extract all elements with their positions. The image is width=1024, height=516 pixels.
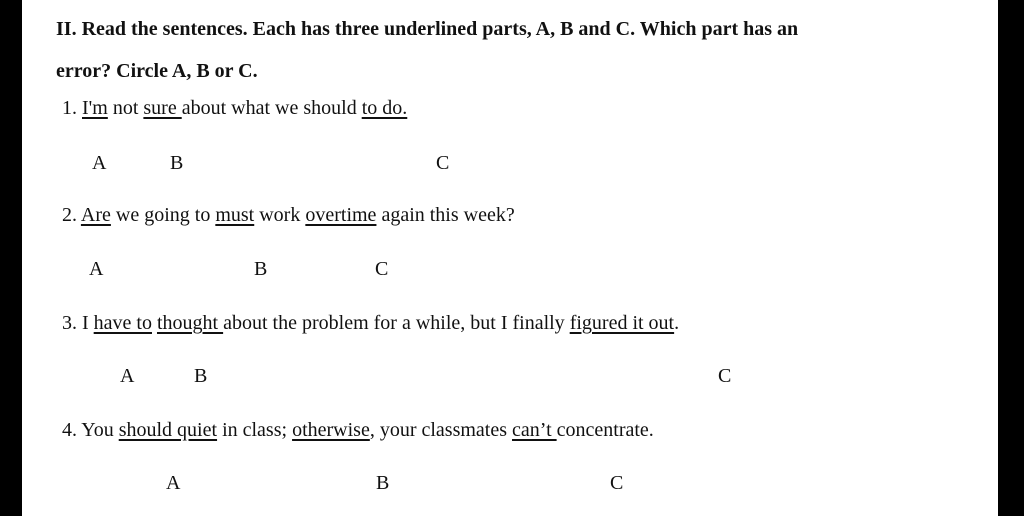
question-1-text: about what we should bbox=[181, 97, 362, 119]
question-3-part-b[interactable]: thought bbox=[156, 312, 224, 334]
question-4-sentence bbox=[62, 418, 654, 442]
question-1-option-a[interactable]: A bbox=[92, 152, 107, 174]
question-4-part-a[interactable]: should quiet bbox=[118, 419, 218, 441]
question-1-part-c[interactable]: to do. bbox=[361, 97, 408, 119]
question-1-part-a[interactable]: I'm bbox=[82, 97, 108, 119]
question-2-option-b[interactable]: B bbox=[254, 258, 268, 280]
question-4-text: concentrate. bbox=[556, 419, 654, 441]
question-4-option-a[interactable]: A bbox=[166, 472, 181, 494]
question-1-number: 1. bbox=[62, 97, 77, 119]
question-3-text: . bbox=[674, 312, 680, 334]
question-4-number: 4. bbox=[62, 419, 77, 441]
question-2-text: work bbox=[254, 204, 306, 226]
question-3-part-a[interactable]: have to bbox=[93, 312, 152, 334]
question-2-part-a[interactable]: Are bbox=[80, 204, 111, 226]
instructions-line-2: error? Circle A, B or C. bbox=[56, 60, 258, 82]
question-3-number: 3. bbox=[62, 312, 77, 334]
question-2-text: we going to bbox=[110, 204, 216, 226]
question-4-part-b[interactable]: otherwise bbox=[292, 419, 370, 441]
question-4-text: in class; bbox=[217, 419, 293, 441]
question-1-option-b[interactable]: B bbox=[170, 152, 184, 174]
question-4-text: , your classmates bbox=[369, 419, 513, 441]
question-3-option-c[interactable]: C bbox=[718, 365, 732, 387]
question-2-part-b[interactable]: must bbox=[215, 204, 255, 226]
question-1-text: not bbox=[107, 97, 144, 119]
question-4-text: You bbox=[81, 419, 119, 441]
question-3-text: about the problem for a while, but I finally bbox=[223, 312, 570, 334]
question-2-option-c[interactable]: C bbox=[375, 258, 389, 280]
instructions bbox=[56, 8, 986, 92]
worksheet-page bbox=[22, 0, 998, 516]
question-4-part-c[interactable]: can’t bbox=[512, 419, 557, 441]
instructions-line-1: II. Read the sentences. Each has three underlined parts, A, B and C. Which part has an bbox=[56, 18, 799, 40]
question-4-option-b[interactable]: B bbox=[376, 472, 390, 494]
question-3-option-a[interactable]: A bbox=[120, 365, 135, 387]
question-1-sentence bbox=[62, 96, 407, 120]
question-3-part-c[interactable]: figured it out bbox=[569, 312, 675, 334]
question-2-part-c[interactable]: overtime bbox=[305, 204, 377, 226]
question-2-number: 2. bbox=[62, 204, 77, 226]
question-2-text: again this week? bbox=[376, 204, 515, 226]
question-2-sentence bbox=[62, 203, 515, 227]
question-2-option-a[interactable]: A bbox=[89, 258, 104, 280]
question-1-part-b[interactable]: sure bbox=[143, 97, 182, 119]
question-3-sentence bbox=[62, 311, 679, 335]
question-3-option-b[interactable]: B bbox=[194, 365, 208, 387]
question-3-text: I bbox=[82, 312, 94, 334]
question-4-option-c[interactable]: C bbox=[610, 472, 624, 494]
question-1-option-c[interactable]: C bbox=[436, 152, 450, 174]
